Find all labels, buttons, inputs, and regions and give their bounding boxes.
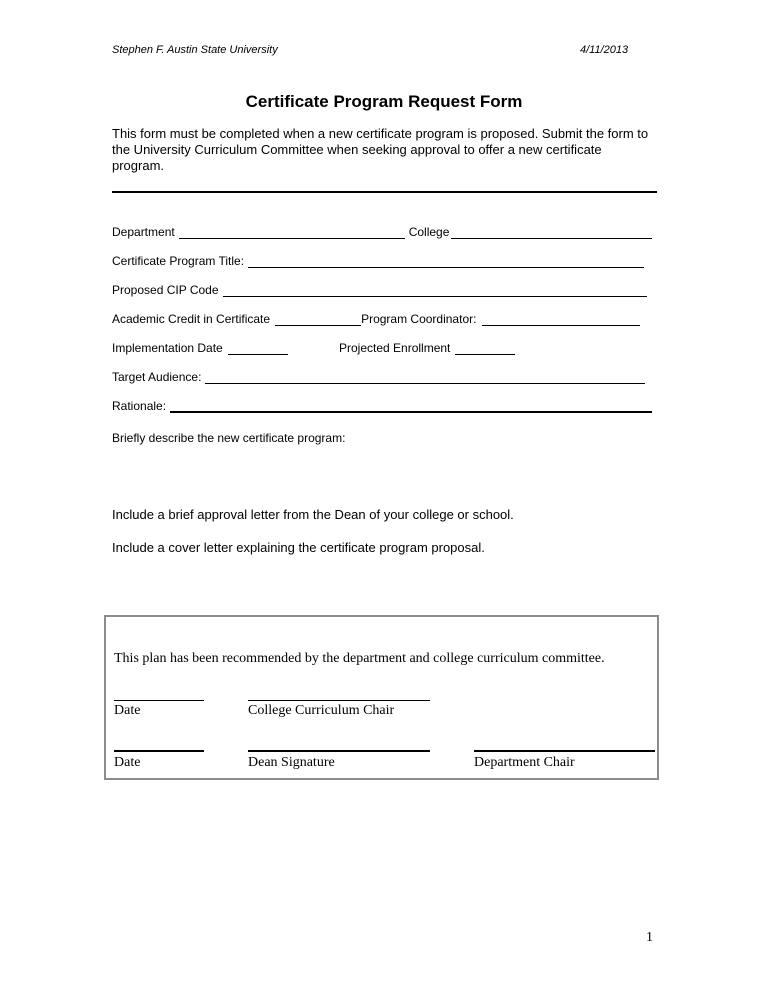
- instruction-dean-letter: Include a brief approval letter from the Dean of your college or school.: [112, 507, 514, 522]
- program-coordinator-field[interactable]: [482, 314, 640, 326]
- academic-credit-label: Academic Credit in Certificate: [112, 312, 271, 326]
- approval-statement: This plan has been recommended by the department and college curriculum committee.: [114, 651, 605, 666]
- date-signature-line-2[interactable]: [114, 750, 204, 752]
- cip-code-label: Proposed CIP Code: [112, 283, 219, 297]
- instruction-cover-letter: Include a cover letter explaining the certificate program proposal.: [112, 540, 485, 555]
- form-title: Certificate Program Request Form: [245, 92, 523, 111]
- department-label: Department: [112, 225, 175, 239]
- target-audience-label: Target Audience:: [112, 370, 202, 384]
- target-audience-field[interactable]: [205, 372, 645, 384]
- department-chair-signature-line[interactable]: [474, 750, 655, 752]
- college-field[interactable]: [451, 227, 652, 239]
- date-label-1: Date: [114, 703, 141, 718]
- academic-credit-field[interactable]: [275, 314, 361, 326]
- rationale-row: [112, 399, 652, 413]
- rationale-field[interactable]: [170, 400, 652, 413]
- department-row: [112, 225, 652, 239]
- header-date: 4/11/2013: [580, 44, 629, 56]
- implementation-date-label: Implementation Date: [112, 341, 223, 355]
- header-institution: Stephen F. Austin State University: [112, 44, 278, 56]
- program-title-label: Certificate Program Title:: [112, 254, 245, 268]
- intro-paragraph: This form must be completed when a new certificate program is proposed. Submit the form to the University Curriculum Committee when seeking approval to offer a new certificate program.: [112, 126, 649, 173]
- dean-signature-label: Dean Signature: [248, 755, 335, 770]
- program-title-field[interactable]: [248, 256, 644, 268]
- date-label-2: Date: [114, 755, 141, 770]
- projected-enrollment-label: Projected Enrollment: [339, 341, 451, 355]
- approval-box: [104, 615, 659, 780]
- implementation-row: [112, 341, 288, 355]
- college-label: College: [408, 225, 450, 239]
- dean-signature-line[interactable]: [248, 750, 430, 752]
- page-number: 1: [646, 930, 653, 945]
- section-divider: [112, 191, 657, 193]
- date-signature-line-1[interactable]: [114, 700, 204, 701]
- college-chair-label: College Curriculum Chair: [248, 703, 395, 718]
- cip-code-field[interactable]: [223, 285, 647, 297]
- department-field[interactable]: [179, 227, 405, 239]
- college-chair-signature-line[interactable]: [248, 700, 430, 701]
- rationale-label: Rationale:: [112, 399, 167, 413]
- department-chair-label: Department Chair: [474, 755, 575, 770]
- describe-prompt: Briefly describe the new certificate program:: [112, 431, 346, 445]
- implementation-date-field[interactable]: [228, 343, 288, 355]
- program-coordinator-label: Program Coordinator:: [361, 312, 477, 326]
- cip-code-row: [112, 283, 647, 297]
- program-title-row: [112, 254, 644, 268]
- projected-enrollment-field[interactable]: [455, 343, 515, 355]
- target-audience-row: [112, 370, 645, 384]
- enrollment-row: [339, 341, 515, 355]
- credit-row: [112, 312, 640, 326]
